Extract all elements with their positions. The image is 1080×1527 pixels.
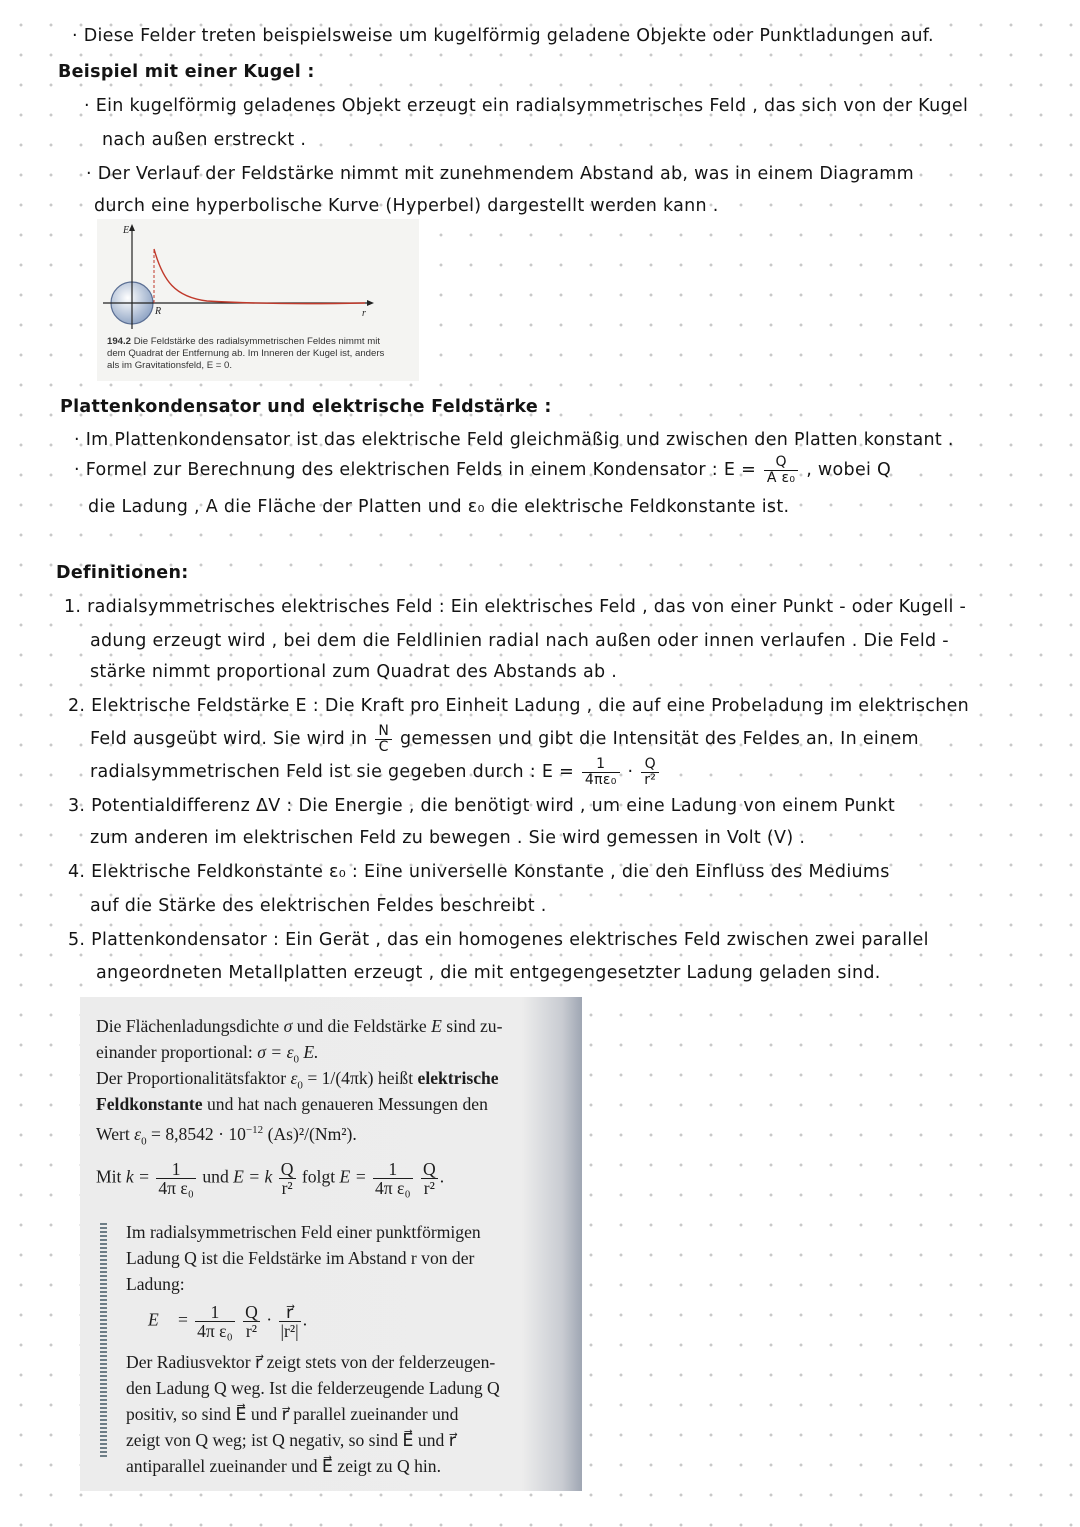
- def-2-f2-numerator: Q: [641, 757, 659, 773]
- field-curve: [154, 249, 365, 304]
- def-2-line-3: [90, 757, 661, 787]
- book-p1-line-1: Die Flächenladungsdichte σ und die Feldstärke E sind zu-: [96, 1016, 503, 1036]
- def-2-line-2b: gemessen und gibt die Intensität des Feldes an. In einem: [399, 729, 919, 750]
- intro-heading-kugel: Beispiel mit einer Kugel :: [58, 62, 315, 82]
- kondensator-line-2: [74, 455, 891, 485]
- def-3-line-2: zum anderen im elektrischen Feld zu bewegen . Sie wird gemessen in Volt (V) .: [90, 828, 806, 848]
- figure-caption: [107, 336, 412, 372]
- caption-line-1: Die Feldstärke des radialsymmetrischen Feldes nimmt mit: [133, 336, 381, 347]
- book-box-line-3: Ladung:: [126, 1274, 185, 1294]
- caption-line-2: dem Quadrat der Entfernung ab. Im Inneren der Kugel ist, anders: [107, 348, 385, 359]
- unit-numerator: N: [375, 724, 392, 740]
- caption-number: 194.2: [107, 336, 132, 347]
- intro-line-4: nach außen erstreckt .: [102, 130, 307, 150]
- def-4-line-1: 4. Elektrische Feldkonstante ε₀ : Eine universelle Konstante , die den Einfluss des Mediums: [68, 862, 890, 882]
- axis-r-label: r: [362, 308, 366, 319]
- field-strength-figure: [97, 219, 419, 381]
- unit-fraction: [375, 724, 392, 754]
- def-3-line-1: 3. Potentialdifferenz ΔV : Die Energie , die benötigt wird , um eine Ladung von einem Punkt: [68, 796, 896, 816]
- book-p1-line-2: einander proportional: $\sigma = \varepsilon_0$ E.: [96, 1042, 319, 1066]
- def-2-line-2a: Feld ausgeübt wird. Sie wird in: [90, 729, 368, 750]
- textbook-box-bar: [100, 1223, 107, 1459]
- kondensator-formula-fraction: [764, 455, 798, 485]
- def-2-f2-denominator: r²: [644, 771, 657, 788]
- caption-line-3: als im Gravitationsfeld, E = 0.: [107, 360, 233, 371]
- def-2-formula-fraction-2: [641, 757, 659, 787]
- kondensator-heading: Plattenkondensator und elektrische Feldstärke :: [60, 397, 552, 417]
- kondensator-formula-numerator: Q: [764, 455, 798, 471]
- book-box-line-5: Der Radiusvektor r⃗ zeigt stets von der felderzeugen-: [126, 1352, 496, 1372]
- radius-label: R: [155, 306, 162, 317]
- def-1-line-1: 1. radialsymmetrisches elektrisches Feld : Ein elektrisches Feld , das von einer Punkt - oder Kugell -: [64, 597, 967, 617]
- book-box-formula: E⃗ = $\frac{1}{\text{4π ε₀}}$ $\frac{Q}{\text{r²}}$ · $\frac{r⃗}{\text{|r²|}}$ .: [148, 1302, 308, 1341]
- book-box-line-9: antiparallel zueinander und E⃗ zeigt zu Q hin.: [126, 1456, 441, 1476]
- def-2-formula-lhs: E =: [541, 762, 575, 783]
- book-p2-formula: Mit k = $\frac{1}{\text{4π ε₀}}$ und E = k $\frac{Q}{\text{r²}}$ folgt E = $\frac{1}{\text{4π ε₀}}$ $\frac{Q}{\text{r²}}$ .: [96, 1159, 445, 1198]
- def-2-formula-fraction-1: [582, 757, 620, 787]
- def-1-line-2: adung erzeugt wird , bei dem die Feldlinien radial nach außen oder innen verlaufen . Die Feld -: [90, 631, 949, 651]
- book-box-line-1: Im radialsymmetrischen Feld einer punktförmigen: [126, 1222, 481, 1242]
- def-2-line-1: 2. Elektrische Feldstärke E : Die Kraft pro Einheit Ladung , die auf eine Probeladung im elektrischen: [68, 696, 970, 716]
- intro-line-3: · Ein kugelförmig geladenes Objekt erzeugt ein radialsymmetrisches Feld , das sich von der Kugel: [84, 96, 969, 116]
- kondensator-formula-lhs: E =: [723, 460, 757, 481]
- definitionen-heading: Definitionen:: [56, 563, 189, 583]
- book-box-line-8: zeigt von Q weg; ist Q negativ, so sind E⃗ und r⃗: [126, 1430, 456, 1450]
- field-strength-plot: [97, 219, 419, 334]
- kondensator-formula-denominator: A ε₀: [766, 469, 796, 486]
- book-box-line-7: positiv, so sind E⃗ und r⃗ parallel zueinander und: [126, 1404, 459, 1424]
- def-2-f1-numerator: 1: [582, 757, 620, 773]
- intro-line-6: durch eine hyperbolische Kurve (Hyperbel) dargestellt werden kann .: [94, 196, 719, 216]
- def-2-f1-denominator: 4πε₀: [584, 771, 617, 788]
- def-2-line-2: [90, 724, 919, 754]
- def-4-line-2: auf die Stärke des elektrischen Feldes beschreibt .: [90, 896, 547, 916]
- def-2-formula-dot: ·: [627, 762, 634, 783]
- def-2-line-3-text: radialsymmetrischen Feld ist sie gegeben durch :: [90, 762, 536, 783]
- book-p1-line-5: Wert $\varepsilon_0 = 8,8542 \cdot 10^{-12}$ (As)²/(Nm²).: [96, 1123, 357, 1148]
- kondensator-line-3: die Ladung , A die Fläche der Platten und ε₀ die elektrische Feldkonstante ist.: [88, 497, 790, 517]
- kondensator-line-2-text: · Formel zur Berechnung des elektrischen Felds in einem Kondensator :: [74, 460, 718, 481]
- book-box-line-2: Ladung Q ist die Feldstärke im Abstand r von der: [126, 1248, 475, 1268]
- def-1-line-3: stärke nimmt proportional zum Quadrat des Abstands ab .: [90, 662, 618, 682]
- kondensator-line-2-end: , wobei Q: [806, 460, 892, 481]
- intro-line-1: · Diese Felder treten beispielsweise um kugelförmig geladene Objekte oder Punktladungen auf.: [72, 26, 934, 46]
- intro-line-5: · Der Verlauf der Feldstärke nimmt mit zunehmendem Abstand ab, was in einem Diagramm: [86, 164, 914, 184]
- def-5-line-1: 5. Plattenkondensator : Ein Gerät , das ein homogenes elektrisches Feld zwischen zwei parallel: [68, 930, 929, 950]
- book-p1-line-4: Feldkonstante und hat nach genaueren Messungen den: [96, 1094, 488, 1114]
- def-5-line-2: angeordneten Metallplatten erzeugt , die mit entgegengesetzter Ladung geladen sind.: [96, 963, 881, 983]
- kondensator-line-1: · Im Plattenkondensator ist das elektrische Feld gleichmäßig und zwischen den Platten konstant .: [74, 430, 954, 450]
- axis-e-label: E: [123, 225, 130, 236]
- book-p1-line-3: Der Proportionalitätsfaktor $\varepsilon_0 = 1/(4\pi k)$ heißt elektrische: [96, 1068, 499, 1092]
- unit-denominator: C: [378, 738, 389, 755]
- book-box-line-6: den Ladung Q weg. Ist die felderzeugende Ladung Q: [126, 1378, 500, 1398]
- textbook-excerpt: [80, 997, 582, 1491]
